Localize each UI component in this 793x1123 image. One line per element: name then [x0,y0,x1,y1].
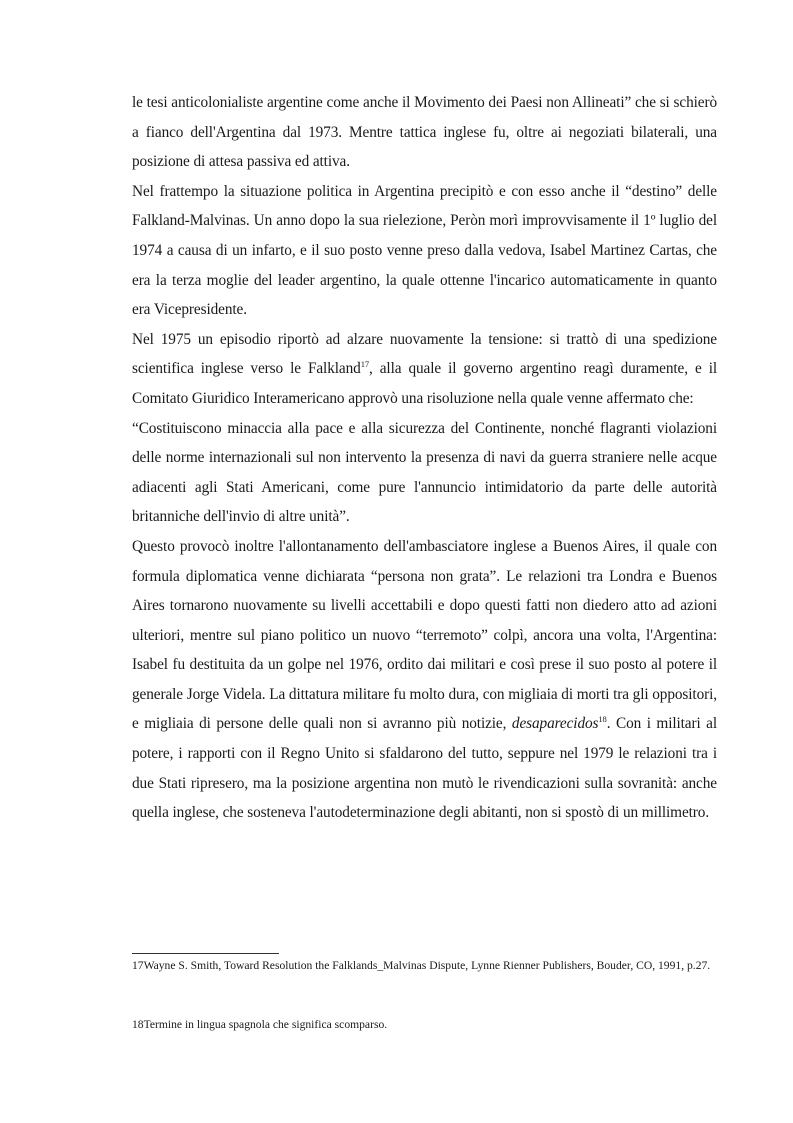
footnote-ref-17[interactable]: 17 [360,359,369,370]
paragraph-text: , alla quale il governo argentino reagì duramente, e il Comitato Giuridico Interamericano approvò una risoluzione nella quale venne affermato che: [132,360,717,407]
footnote-18: 18Termine in lingua spagnola che significa scomparso. [132,1018,388,1031]
footnote-separator [132,953,279,954]
paragraph: le tesi anticolonialiste argentine come anche il Movimento dei Paesi non Allineati” che si schierò a fianco dell'Argentina dal 1973. Mentre tattica inglese fu, oltre ai negoziati bilaterali, una posizione di attesa passiva ed attiva. [132,94,717,171]
quotation: “Costituiscono minaccia alla pace e alla sicurezza del Continente, nonché flagranti violazioni delle norme internazionali sul non intervento la presenza di navi da guerra straniere nelle acque adiacenti agli Stati Americani, come pure l'annuncio intimidatorio da parte delle autorità britanniche dell'invio di altre unità”. [132,419,717,526]
body-text [132,88,717,828]
italic-term: desaparecidos [511,715,599,733]
paragraph-text: Nel 1975 un episodio riportò ad alzare nuovamente la tensione: si trattò di una spedizione scientifica inglese verso le Falkland [132,330,717,378]
footnote-17: 17Wayne S. Smith, Toward Resolution the Falklands_Malvinas Dispute, Lynne Rienner Publishers, Bouder, CO, 1991, p.27. [132,959,711,972]
paragraph: Nel frattempo la situazione politica in Argentina precipitò e con esso anche il “destino” delle Falkland-Malvinas. Un anno dopo la sua rielezione, Peròn morì improvvisamente il 1º luglio del 1974 a causa di un infarto, e il suo posto venne preso dalla vedova, Isabel Martinez Cartas, che era la terza moglie del leader argentino, la quale ottenne l'incarico automaticamente in quanto era Vicepresidente. [132,182,717,319]
footnote-ref-18[interactable]: 18 [598,714,607,725]
paragraph [132,532,717,828]
paragraph-text: Questo provocò inoltre l'allontanamento dell'ambasciatore inglese a Buenos Aires, il quale con formula diplomatica venne dichiarata “persona non grata”. Le relazioni tra Londra e Buenos Aires tornarono nuovamente su livelli accettabili e dopo questi fatti non diedero atto ad azioni ulteriori, mentre sul piano politico un nuovo “terremoto” colpì, ancora una volta, l'Argentina: Isabel fu destituita da un golpe nel 1976, ordito dai militari e così prese il suo posto al potere il generale Jorge Videla. La dittatura militare fu molto dura, con migliaia di morti tra gli oppositori, e migliaia di persone delle quali non si avranno più notizie, [132,537,717,733]
paragraph-text: . Con i militari al potere, i rapporti con il Regno Unito si sfaldarono del tutto, seppure nel 1979 le relazioni tra i due Stati ripresero, ma la posizione argentina non mutò le rivendicazioni sulla sovranità: anche quella inglese, che sosteneva l'autodeterminazione degli abitanti, non si spostò di un millimetro. [132,715,717,822]
paragraph [132,325,717,414]
